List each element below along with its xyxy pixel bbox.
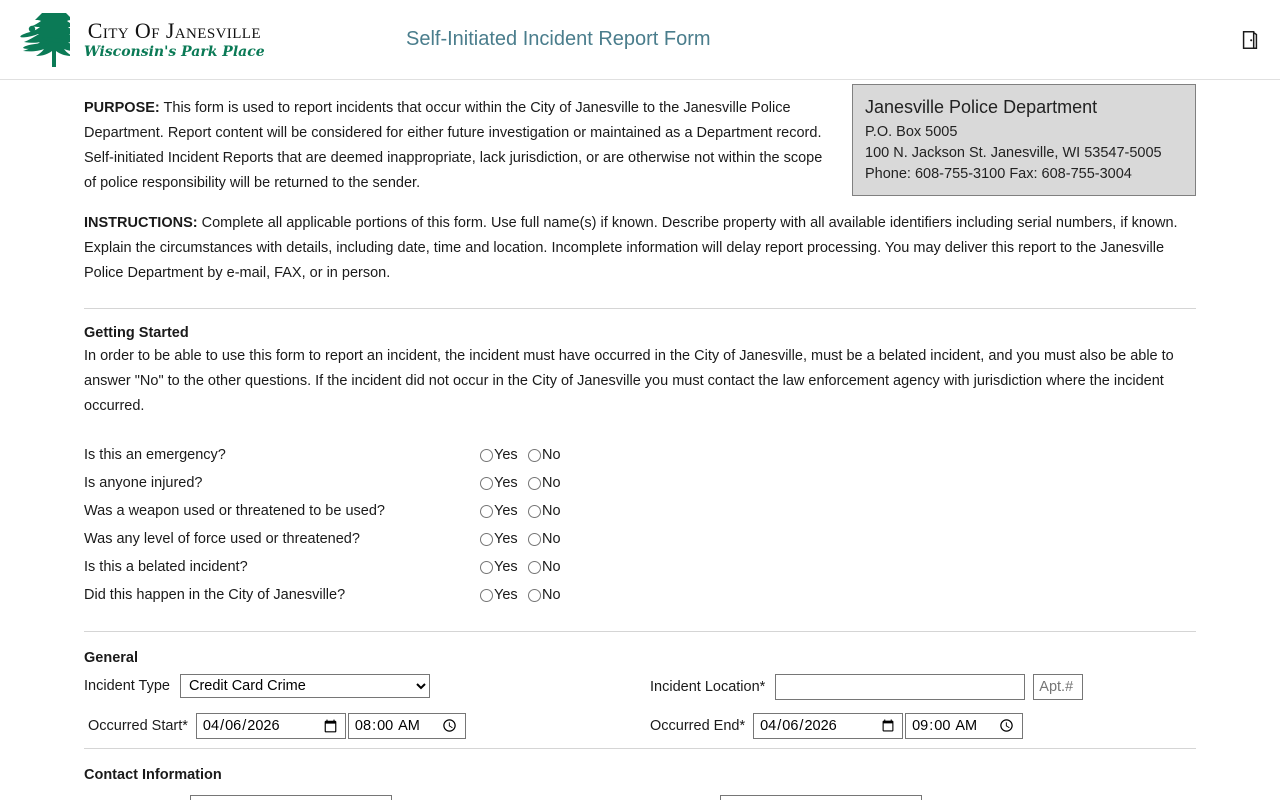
question-emergency-label: Is this an emergency? bbox=[84, 447, 226, 463]
divider-above-general bbox=[84, 631, 1196, 632]
incident-location-row bbox=[650, 674, 1083, 700]
option-label: Yes bbox=[494, 587, 518, 603]
purpose-text: This form is used to report incidents that occur within the City of Janesville to the Janesville Police Department. Report content will be considered for either future investigation or maintained as a Department record. Self-initiated Incident Reports that are deemed inappropriate, lack jurisdiction, or are otherwise not within the scope of police responsibility will be returned to the sender. bbox=[84, 100, 823, 191]
question-in-janesville-yes-option[interactable] bbox=[480, 587, 528, 603]
occurred-end-group bbox=[753, 713, 1023, 739]
door-exit-icon[interactable] bbox=[1234, 24, 1266, 56]
page-title: Self-Initiated Incident Report Form bbox=[406, 28, 711, 50]
option-label: No bbox=[542, 531, 561, 547]
question-options bbox=[480, 559, 561, 575]
option-label: No bbox=[542, 503, 561, 519]
incident-location-label: Incident Location* bbox=[650, 679, 766, 695]
brand-text bbox=[84, 20, 265, 59]
question-belated-no-radio[interactable] bbox=[528, 561, 541, 574]
question-row bbox=[84, 525, 1196, 553]
option-label: Yes bbox=[494, 475, 518, 491]
brand-name: City Of Janesville bbox=[87, 18, 261, 43]
question-injured-label: Is anyone injured? bbox=[84, 475, 203, 491]
question-force-no-option[interactable] bbox=[528, 531, 561, 547]
question-options bbox=[480, 503, 561, 519]
question-emergency-yes-option[interactable] bbox=[480, 447, 528, 463]
department-address-box bbox=[852, 84, 1196, 196]
incident-type-label: Incident Type bbox=[84, 678, 170, 694]
question-force-yes-radio[interactable] bbox=[480, 533, 493, 546]
question-force-label: Was any level of force used or threatened? bbox=[84, 531, 360, 547]
instructions-paragraph bbox=[84, 211, 1196, 286]
occurred-start-row bbox=[88, 713, 466, 739]
question-emergency-no-radio[interactable] bbox=[528, 449, 541, 462]
occurred-start-date-input[interactable] bbox=[196, 713, 346, 739]
question-in-janesville-label: Did this happen in the City of Janesville? bbox=[84, 587, 346, 603]
question-injured-no-radio[interactable] bbox=[528, 477, 541, 490]
contact-field-right-input[interactable] bbox=[720, 795, 922, 800]
question-in-janesville-no-radio[interactable] bbox=[528, 589, 541, 602]
question-row bbox=[84, 581, 1196, 609]
question-weapon-no-radio[interactable] bbox=[528, 505, 541, 518]
occurred-start-group bbox=[196, 713, 466, 739]
getting-started-heading: Getting Started bbox=[84, 325, 189, 341]
option-label: Yes bbox=[494, 447, 518, 463]
brand-block bbox=[0, 10, 265, 70]
contact-fields-row bbox=[84, 795, 1196, 800]
incident-type-row bbox=[84, 674, 430, 698]
contact-information-heading: Contact Information bbox=[84, 767, 222, 783]
question-in-janesville-yes-radio[interactable] bbox=[480, 589, 493, 602]
page-body bbox=[0, 80, 1280, 800]
eligibility-questions bbox=[84, 441, 1196, 609]
question-injured-no-option[interactable] bbox=[528, 475, 561, 491]
option-label: Yes bbox=[494, 531, 518, 547]
question-row bbox=[84, 441, 1196, 469]
app-header bbox=[0, 0, 1280, 80]
occurred-start-time-input[interactable] bbox=[348, 713, 466, 739]
purpose-paragraph bbox=[84, 96, 826, 196]
contact-information-section bbox=[84, 767, 1196, 800]
question-row bbox=[84, 497, 1196, 525]
contact-field-left-input[interactable] bbox=[190, 795, 392, 800]
apartment-number-input[interactable] bbox=[1033, 674, 1083, 700]
question-options bbox=[480, 475, 561, 491]
question-weapon-no-option[interactable] bbox=[528, 503, 561, 519]
question-belated-label: Is this a belated incident? bbox=[84, 559, 248, 575]
question-in-janesville-no-option[interactable] bbox=[528, 587, 561, 603]
department-phone-fax: Phone: 608-755-3100 Fax: 608-755-3004 bbox=[865, 166, 1132, 182]
instructions-label: INSTRUCTIONS: bbox=[84, 215, 198, 231]
option-label: No bbox=[542, 587, 561, 603]
divider-above-contact bbox=[84, 748, 1196, 749]
general-section bbox=[84, 650, 1196, 748]
option-label: Yes bbox=[494, 559, 518, 575]
question-weapon-yes-radio[interactable] bbox=[480, 505, 493, 518]
incident-location-input[interactable] bbox=[775, 674, 1025, 700]
getting-started-text: In order to be able to use this form to report an incident, the incident must have occurred in the City of Janesville, must be a belated incident, and you must also be able to answer "No" to the other questions. If the incident did not occur in the City of Janesville you must contact the law enforcement agency with jurisdiction where the incident occurred. bbox=[84, 348, 1174, 414]
intro-section bbox=[84, 80, 1196, 286]
question-force-no-radio[interactable] bbox=[528, 533, 541, 546]
question-belated-yes-radio[interactable] bbox=[480, 561, 493, 574]
question-force-yes-option[interactable] bbox=[480, 531, 528, 547]
pine-tree-logo-icon bbox=[14, 10, 70, 70]
brand-tagline: Wisconsin's Park Place bbox=[84, 44, 265, 60]
department-street-address: 100 N. Jackson St. Janesville, WI 53547-5005 bbox=[865, 145, 1162, 161]
question-weapon-yes-option[interactable] bbox=[480, 503, 528, 519]
question-options bbox=[480, 447, 561, 463]
option-label: Yes bbox=[494, 503, 518, 519]
occurred-end-time-input[interactable] bbox=[905, 713, 1023, 739]
question-injured-yes-option[interactable] bbox=[480, 475, 528, 491]
instructions-text: Complete all applicable portions of this form. Use full name(s) if known. Describe property with all available identifiers including serial numbers, if known. Explain the circumstances with details, including date, time and location. Incomplete information will delay report processing. You may deliver this report to the Janesville Police Department by e-mail, FAX, or in person. bbox=[84, 215, 1178, 281]
occurred-end-label: Occurred End* bbox=[650, 718, 746, 734]
question-options bbox=[480, 531, 561, 547]
question-row bbox=[84, 553, 1196, 581]
department-po-box: P.O. Box 5005 bbox=[865, 124, 958, 140]
general-heading: General bbox=[84, 650, 138, 666]
option-label: No bbox=[542, 447, 561, 463]
question-emergency-no-option[interactable] bbox=[528, 447, 561, 463]
question-injured-yes-radio[interactable] bbox=[480, 477, 493, 490]
question-belated-no-option[interactable] bbox=[528, 559, 561, 575]
content-column bbox=[84, 80, 1196, 800]
question-belated-yes-option[interactable] bbox=[480, 559, 528, 575]
question-emergency-yes-radio[interactable] bbox=[480, 449, 493, 462]
purpose-label: PURPOSE: bbox=[84, 100, 160, 116]
occurred-end-date-input[interactable] bbox=[753, 713, 903, 739]
occurred-end-row bbox=[650, 713, 1023, 739]
question-weapon-label: Was a weapon used or threatened to be used? bbox=[84, 503, 385, 519]
incident-type-select[interactable] bbox=[180, 674, 430, 698]
department-name: Janesville Police Department bbox=[865, 97, 1098, 117]
question-row bbox=[84, 469, 1196, 497]
option-label: No bbox=[542, 475, 561, 491]
question-options bbox=[480, 587, 561, 603]
occurred-start-label: Occurred Start* bbox=[88, 718, 188, 734]
option-label: No bbox=[542, 559, 561, 575]
